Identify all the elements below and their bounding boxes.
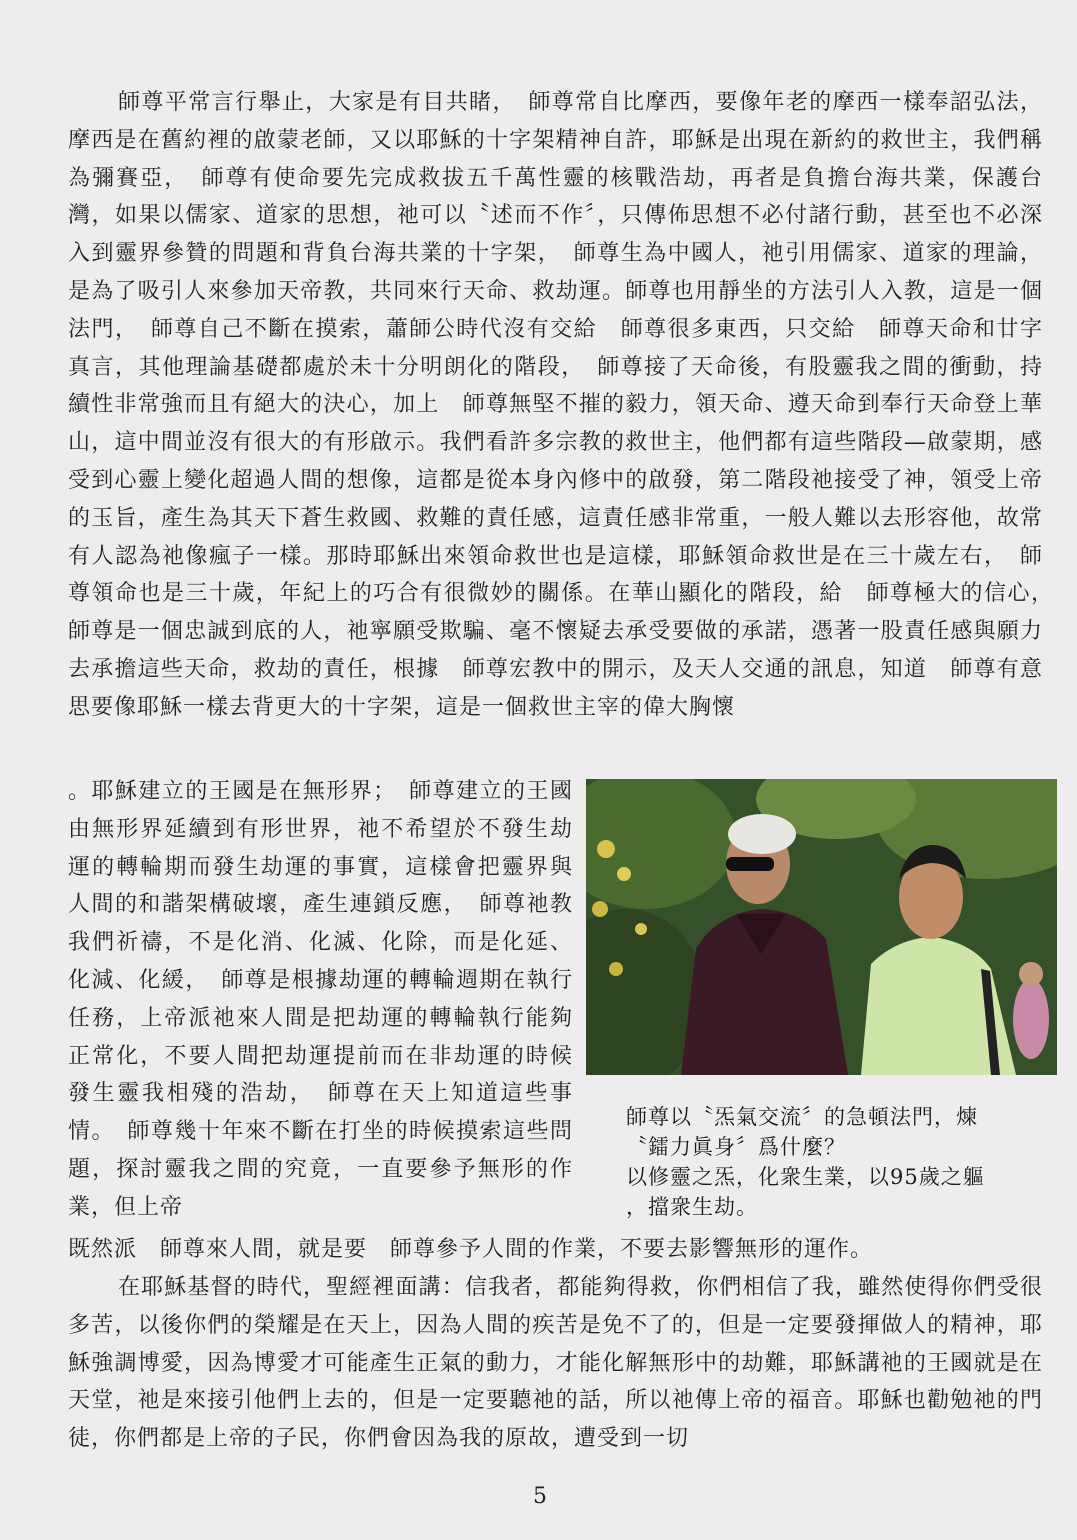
photo-caption	[626, 1102, 1056, 1222]
paragraph-1: 師尊平常言行舉止，大家是有目共睹， 師尊常自比摩西，要像年老的摩西一樣奉詔弘法，摩西是在舊約裡的啟蒙老師，又以耶穌的十字架精神自許，耶穌是出現在新約的救世主，我們稱為彌賽亞， 師尊有使命要先完成救拔五千萬性靈的核戰浩劫，再者是負擔台海共業，保護台灣，如果以儒家、道家的思想，祂可以〝述而不作〞，只傳佈思想不必付諸行動，甚至也不必深入到靈界參贊的問題和背負台海共業的十字架， 師尊生為中國人，祂引用儒家、道家的理論，是為了吸引人來參加天帝教，共同來行天命、救劫運。師尊也用靜坐的方法引人入教，這是一個法門， 師尊自己不斷在摸索，蕭師公時代沒有交給 師尊很多東西，只交給 師尊天命和廿字真言，其他理論基礎都處於未十分明朗化的階段， 師尊接了天命後，有股靈我之間的衝動，持續性非常強而且有絕大的決心，加上 師尊無堅不摧的毅力，領天命、遵天命到奉行天命登上華山，這中間並沒有很大的有形啟示。我們看許多宗教的救世主，他們都有這些階段—啟蒙期，感受到心靈上變化超過人間的想像，這都是從本身內修中的啟發，第二階段祂接受了神，領受上帝的玉旨，產生為其天下蒼生救國、救難的責任感，這責任感非常重，一般人難以去形容他，故常有人認為祂像瘋子一樣。那時耶穌出來領命救世也是這樣，耶穌領命救世是在三十歲左右， 師尊領命也是三十歲，年紀上的巧合有很微妙的關係。在華山顯化的階段，給 師尊極大的信心， 師尊是一個忠誠到底的人，祂寧願受欺騙、毫不懷疑去承受要做的承諾，憑著一股責任感與願力去承擔這些天命，救劫的責任，根據 師尊宏教中的開示，及天人交通的訊息，知道 師尊有意思要像耶穌一樣去背更大的十字架，這是一個救世主宰的偉大胸懷	[68, 90, 1067, 720]
photo-illustration	[586, 779, 1057, 1075]
page-number: 5	[533, 1484, 547, 1509]
caption-line-1: 師尊以〝炁氣交流〞的急頓法門，煉	[626, 1105, 978, 1129]
paragraph-2: 。耶穌建立的王國是在無形界； 師尊建立的王國由無形界延續到有形世界，祂不希望於不發生劫運的轉輪期而發生劫運的事實，這樣會把靈界與人間的和諧架構破壞，產生連鎖反應， 師尊祂教我們祈禱，不是化消、化滅、化除，而是化延、化減、化緩， 師尊是根據劫運的轉輪週期在執行任務，上帝派祂來人間是把劫運的轉輪執行能夠正常化，不要人間把劫運提前而在非劫運的時候發生靈我相殘的浩劫， 師尊在天上知道這些事情。 師尊幾十年來不斷在打坐的時候摸索這些問題，探討靈我之間的究竟，一直要參予無形的作業，但上帝	[68, 779, 573, 1220]
photo-master-with-disciple	[586, 779, 1057, 1075]
caption-line-2: 〝鐳力眞身〞爲什麼？	[626, 1135, 846, 1159]
paragraph-3: 既然派 師尊來人間，就是要 師尊參予人間的作業，不要去影響無形的運作。	[68, 1237, 874, 1262]
caption-line-4: ，擋衆生劫。	[626, 1195, 758, 1219]
caption-line-3: 以修靈之炁，化衆生業，以95歲之軀	[626, 1165, 985, 1189]
paragraph-4: 在耶穌基督的時代，聖經裡面講：信我者，都能夠得救，你們相信了我，雖然使得你們受很多苦，以後你們的榮耀是在天上，因為人間的疾苦是免不了的，但是一定要發揮做人的精神，耶穌強調博愛，因為博愛才可能產生正氣的動力，才能化解無形中的劫難，耶穌講祂的王國就是在天堂，祂是來接引他們上去的，但是一定要聽祂的話，所以祂傳上帝的福音。耶穌也勸勉祂的門徒，你們都是上帝的子民，你們會因為我的原故，遭受到一切	[68, 1275, 1043, 1452]
